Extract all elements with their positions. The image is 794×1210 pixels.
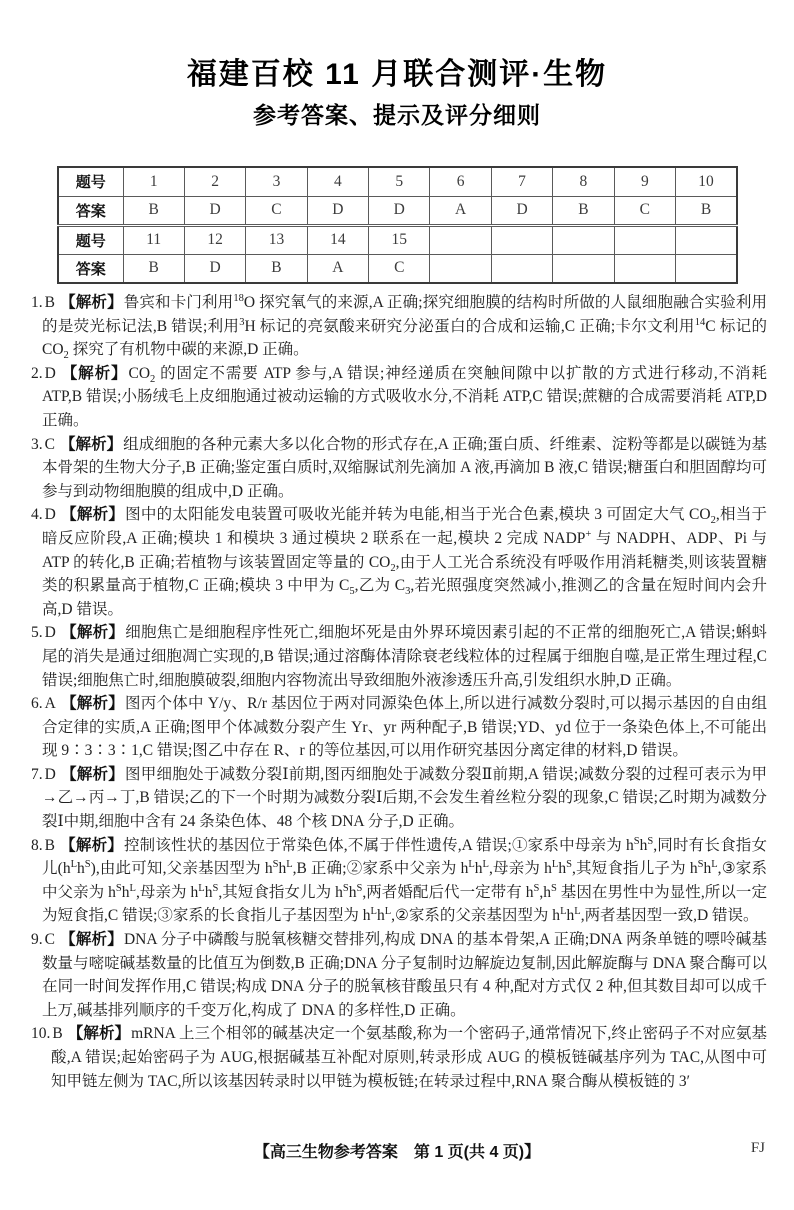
question-number-cell [553,225,614,254]
item-number: 2. [31,364,43,382]
item-answer: D [44,765,56,783]
analysis-label: 【解析】 [67,1025,131,1043]
question-row-label: 题号 [58,167,123,196]
question-number-cell: 1 [123,167,184,196]
answer-cell: B [123,196,184,225]
footer-code: FJ [750,1140,765,1156]
item-number: 5. [31,624,43,642]
answer-cell [614,254,675,283]
item-answer: B [44,836,55,854]
answer-cell: A [307,254,368,283]
item-answer: B [52,1025,63,1043]
answer-cell: D [184,196,245,225]
item-answer: C [44,435,55,453]
question-number-cell: 5 [369,167,430,196]
answer-cell: C [369,254,430,283]
question-number-cell: 4 [307,167,368,196]
explanation-item [31,362,767,433]
analysis-label: 【解析】 [60,506,125,524]
question-number-cell: 15 [369,225,430,254]
item-number: 1. [31,294,43,311]
answer-cell: D [491,196,552,225]
answer-cell: C [246,196,307,225]
page-subtitle: 参考答案、提示及评分细则 [253,102,541,128]
explanation-item [31,621,767,692]
question-number-cell [676,225,737,254]
item-text: DNA 分子中磷酸与脱氧核糖交替排列,构成 DNA 的基本骨架,A 正确;DNA 两条单链的嘌呤碱基数量与嘧啶碱基数量的比值互为倒数,B 正确;DNA 分子复制时边解旋边复制,因此解旋酶与 DNA 聚合酶可以在同一时间发挥作用,C 错误;构成 DNA 分子的脱氧核苷酸虽只有 4 种,配对方式仅 2 种,但其数目却可以成千上万,碱基排列顺序的千变万化,构成了 DNA 的多样性,D 正确。 [42,931,767,1019]
item-text: 鲁宾和卡门利用$^{18}$O 探究氧气的来源,A 正确;探究细胞膜的结构时所做的人鼠细胞融合实验利用的是荧光标记法,B 错误;利用$^3$H 标记的亮氨酸来研究分泌蛋白的合成和运输,C 正确;卡尔文利用$^{14}$C 标记的 $CO_2$ 探究了有机物中碳的来源,D 正确。 [42,292,767,362]
explanation-item [31,503,767,621]
question-number-cell: 8 [553,167,614,196]
item-number: 7. [31,765,43,783]
answer-cell: B [246,254,307,283]
question-number-cell [430,225,491,254]
answer-cell: B [676,196,737,225]
explanation-item [31,763,767,834]
question-number-cell: 3 [246,167,307,196]
explanation-item [31,291,767,362]
item-answer: C [44,931,55,949]
answer-cell: A [430,196,491,225]
answer-row-label: 答案 [58,196,123,225]
item-number: 4. [31,506,43,524]
answer-cell [491,254,552,283]
analysis-label: 【解析】 [60,364,128,382]
question-number-cell: 2 [184,167,245,196]
table-row [58,196,737,225]
question-row-label: 题号 [58,225,123,254]
analysis-label: 【解析】 [60,624,125,642]
answer-cell: D [307,196,368,225]
question-number-cell: 10 [676,167,737,196]
question-number-cell [491,225,552,254]
explanation-item [31,433,767,504]
answer-cell [430,254,491,283]
footer-page-info: 【高三生物参考答案 第 1 页(共 4 页)】 [253,1144,541,1161]
table-row [58,254,737,283]
answer-cell: D [369,196,430,225]
answer-table [57,166,738,284]
item-answer: D [44,506,56,524]
item-text: 图中的太阳能发电装置可吸收光能并转为电能,相当于光合色素,模块 3 可固定大气 $CO_2$,相当于暗反应阶段,A 正确;模块 1 和模块 3 通过模块 2 联系在一起,模块 2 完成 NADP+ 与 NADPH、ADP、Pi 与 ATP 的转化,B 正确;若植物与该装置固定等量的 $CO_2$,由于人工光合系统没有呼吸作用消耗糖类,则该装置糖类的积累量高于植物,C 正确;模块 3 中甲为 $C_5$,乙为 $C_3$,若光照强度突然减小,推测乙的含量在短时间内会升高,D 错误。 [42,506,767,618]
item-number: 3. [31,435,43,453]
question-number-cell: 7 [491,167,552,196]
item-number: 9. [31,931,43,949]
analysis-label: 【解析】 [60,695,125,713]
question-number-cell: 14 [307,225,368,254]
analysis-label: 【解析】 [59,435,123,453]
explanation-item [31,692,767,763]
analysis-label: 【解析】 [59,836,123,854]
item-answer: D [44,624,56,642]
item-text: 图丙个体中 Y/y、R/r 基因位于两对同源染色体上,所以进行减数分裂时,可以揭示基因的自由组合定律的实质,A 正确;图甲个体减数分裂产生 Yr、yr 两种配子,B 错误;YD、yd 位于一条染色体上,不可能出现 9∶3∶3∶1,C 错误;图乙中存在 R、r 的等位基因,可以用作研究基因分离定律的材料,D 错误。 [42,695,767,760]
item-answer: A [44,695,56,713]
item-number: 6. [31,695,43,713]
analysis-label: 【解析】 [59,931,123,949]
item-answer: B [44,294,55,311]
explanation-item [31,1022,767,1093]
question-number-cell: 9 [614,167,675,196]
item-text: 组成细胞的各种元素大多以化合物的形式存在,A 正确;蛋白质、纤维素、淀粉等都是以碳链为基本骨架的生物大分子,B 正确;鉴定蛋白质时,双缩脲试剂先滴加 A 液,再滴加 B 液,C 错误;糖蛋白和胆固醇均可参与到动物细胞膜的组成中,D 正确。 [42,435,767,500]
analysis-label: 【解析】 [60,765,125,783]
question-number-cell [614,225,675,254]
question-number-cell: 13 [246,225,307,254]
document-header [0,57,794,130]
item-text: 控制该性状的基因位于常染色体,不属于伴性遗传,A 错误;①家系中母亲为 $h^Sh^S$,同时有长食指女儿$(h^Lh^S)$,由此可知,父亲基因型为 $h^Sh^L,B$ 正确;②家系中父亲为 $h^Lh^L$,母亲为 $h^Lh^S$,其短食指儿子为 $h^Sh^L,③$家系中父亲为 $h^Sh^L$,母亲为 $h^Lh^S$,其短食指女儿为 $h^Sh^S$,两者婚配后代一定带有 $h^S,h^S$ 基因在男性中为显性,所以一定为短食指,C 错误;③家系的长食指儿子基因型为 $h^Lh^L,②$家系的父亲基因型为 $h^Lh^L$,两者基因型一致,D 错误。 [42,835,767,925]
table-row [58,167,737,196]
answer-cell: D [184,254,245,283]
answer-cell: B [553,196,614,225]
item-text: 细胞焦亡是细胞程序性死亡,细胞坏死是由外界环境因素引起的不正常的细胞死亡,A 错误;蝌蚪尾的消失是通过细胞凋亡实现的,B 错误;通过溶酶体清除衰老线粒体的过程属于细胞自噬,是正常生理过程,C 错误;细胞焦亡时,细胞膜破裂,细胞内容物流出导致细胞外液渗透压升高,引发组织水肿,D 正确。 [42,624,767,689]
question-number-cell: 11 [123,225,184,254]
explanation-item [31,834,767,928]
analysis-label: 【解析】 [59,294,123,311]
explanation-item [31,928,767,1022]
item-text: 图甲细胞处于减数分裂Ⅰ前期,图丙细胞处于减数分裂Ⅱ前期,A 错误;减数分裂的过程可表示为甲→乙→丙→丁,B 错误;乙的下一个时期为减数分裂Ⅰ后期,不会发生着丝粒分裂的现象,C 错误;乙时期为减数分裂Ⅰ中期,细胞中含有 24 条染色体、48 个核 DNA 分子,D 正确。 [42,765,767,831]
table-row [58,225,737,254]
item-text: $CO_2$ 的固定不需要 ATP 参与,A 错误;神经递质在突触间隙中以扩散的方式进行移动,不消耗 ATP,B 错误;小肠绒毛上皮细胞通过被动运输的方式吸收水分,不消耗 ATP,C 错误;蔗糖的合成需要消耗 ATP,D 正确。 [42,364,767,429]
explanations-list [31,291,767,1093]
answer-row-label: 答案 [58,254,123,283]
document-footer [0,1139,794,1161]
question-number-cell: 12 [184,225,245,254]
answer-cell [553,254,614,283]
item-number: 10. [31,1025,51,1043]
question-number-cell: 6 [430,167,491,196]
item-number: 8. [31,836,43,854]
answer-cell [676,254,737,283]
answer-cell: B [123,254,184,283]
answer-cell: C [614,196,675,225]
item-text: mRNA 上三个相邻的碱基决定一个氨基酸,称为一个密码子,通常情况下,终止密码子不对应氨基酸,A 错误;起始密码子为 AUG,根据碱基互补配对原则,转录形成 AUG 的模板链碱基序列为 TAC,从图中可知甲链左侧为 TAC,所以该基因转录时以甲链为模板链;在转录过程中,RNA 聚合酶从模板链的 3′ [51,1025,767,1090]
item-answer: D [44,364,56,382]
page-title: 福建百校 11 月联合测评·生物 [186,58,608,91]
